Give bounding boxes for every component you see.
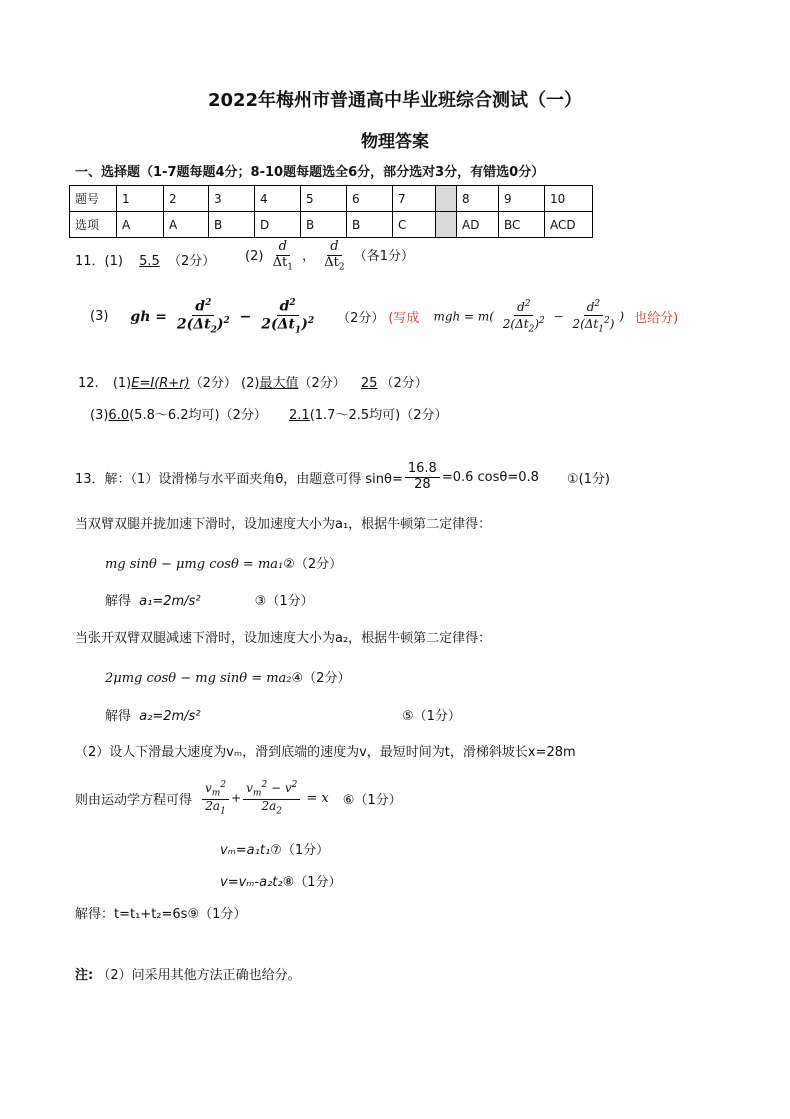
- q13-eq5-mark: ⑧（1分）: [282, 875, 342, 890]
- equation-alt: mgh = m( $\frac{d^2}{2(\Delta t_2)^2}$ − $\frac{d^2}{2(\Delta t_1^2)}$ ): [433, 299, 625, 335]
- q13-eq4-mark: ⑦（1分）: [270, 843, 330, 858]
- dt-sub: 2: [338, 262, 345, 273]
- table-cell: 5: [301, 186, 347, 212]
- q11-p3-note-a: (写成: [388, 311, 420, 327]
- q11-p2-label: (2): [245, 248, 264, 264]
- frac-den: 28: [414, 476, 431, 492]
- equation-kinematics: $\frac{v_m^2}{2a_1}$ + $\frac{v_m^2 - v^2}{2a_2}$: [200, 780, 302, 816]
- equation-1: mg sinθ − μmg cosθ = ma₁: [105, 557, 284, 572]
- table-cell: D: [255, 212, 301, 238]
- q11-p3-score: （2分）: [337, 311, 385, 327]
- equation-2: 2μmg cosθ − mg sinθ = ma₂: [105, 671, 292, 686]
- q12-p2-score: （2分）: [298, 376, 346, 391]
- table-header-cell: 题号: [70, 186, 117, 212]
- fraction-sin: [405, 462, 440, 493]
- table-cell: 6: [347, 186, 393, 212]
- q12-p1-answer: E=I(R+r): [131, 376, 190, 391]
- frac-den: [270, 256, 296, 273]
- note-text: （2）问采用其他方法正确也给分。: [97, 968, 301, 983]
- q13-line2: 当双臂双腿并拢加速下滑时，设加速度大小为a₁，根据牛顿第二定律得：: [75, 517, 492, 532]
- q13-final-mark: ⑨（1分）: [187, 907, 247, 922]
- q12-p2b-score: （2分）: [380, 376, 428, 391]
- q13-sol1-mark: ③（1分）: [254, 594, 314, 609]
- q11-p3-label: (3): [90, 309, 109, 325]
- solution-2: a₂=2m/s²: [139, 709, 201, 724]
- table-cell: A: [164, 212, 209, 238]
- q13-final-row: [75, 903, 246, 922]
- frac-den: [321, 256, 347, 273]
- table-cell: B: [209, 212, 255, 238]
- q11-p3-note-b: 也给分): [634, 311, 679, 327]
- q13-sol2-mark: ⑤（1分）: [402, 709, 461, 724]
- q11-part3: [90, 298, 678, 336]
- q12-label: 12.: [78, 376, 99, 391]
- table-cell: 8: [457, 186, 499, 212]
- table-cell: B: [301, 212, 347, 238]
- q12-p2-label: (2): [241, 376, 260, 391]
- frac-num: d: [276, 240, 290, 256]
- q12-p3b-range: (1.7～2.5均可)（2分）: [309, 408, 448, 423]
- q11-part1: [75, 250, 215, 269]
- table-cell: 1: [117, 186, 164, 212]
- sol-label: 解得: [105, 594, 132, 609]
- table-cell: BC: [499, 212, 545, 238]
- equation-4: vₘ=a₁t₁: [220, 843, 271, 858]
- q13-part2: （2）设人下滑最大速度为vₘ，滑到底端的速度为v，最短时间为t，滑梯斜坡长x=28m: [75, 745, 576, 760]
- q13-values: =0.6 cosθ=0.8: [441, 469, 539, 485]
- q13-line3: 当张开双臂双腿减速下滑时，设加速度大小为a₂，根据牛顿第二定律得：: [75, 631, 492, 646]
- answer-table: [69, 185, 593, 238]
- q13-kinematics-row: [75, 780, 402, 816]
- dt-symbol: Δt: [324, 254, 339, 270]
- dt-symbol: Δt: [272, 254, 288, 270]
- q11-part2: (2) $\frac{d}{\Delta t_1}$ ， $\frac{d}{\Delta t_2}$ （各1分）: [245, 239, 414, 273]
- q11-label: 11．(1): [75, 254, 123, 269]
- q13-eq1-mark: ②（2分）: [283, 557, 343, 572]
- table-cell: ACD: [545, 212, 593, 238]
- section1-heading: 一、选择题（1-7题每题4分；8-10题每题选全6分，部分选对3分，有错选0分）: [75, 165, 545, 180]
- equation-energy: gh = $\frac{d^2}{2(\Delta t_2)^2}$ − $\frac{d^2}{2(\Delta t_1)^2}$: [130, 298, 315, 336]
- q13-eq5-row: [220, 871, 342, 890]
- q13-intro: 13．解：（1）设滑梯与水平面夹角θ，由题意可得 sinθ=: [75, 471, 403, 487]
- page-subtitle: 物理答案: [361, 132, 429, 152]
- table-row: [70, 212, 593, 238]
- q11-score1-visible: （2分）: [167, 254, 216, 269]
- table-cell: AD: [457, 212, 499, 238]
- table-cell: C: [393, 212, 436, 238]
- q11-p2-score: （各1分）: [353, 248, 414, 264]
- q12-p3-answer: 6.0: [108, 408, 130, 423]
- q11-answer1: 5.5: [139, 254, 160, 269]
- table-cell: 7: [393, 186, 436, 212]
- q13-mark1: ①(1分): [566, 471, 610, 487]
- q13-line1: [75, 462, 610, 493]
- q12-line1: [78, 372, 428, 391]
- q13-eq2-mark: ④（2分）: [291, 671, 351, 686]
- table-cell: 2: [164, 186, 209, 212]
- q12-line2: [90, 404, 447, 423]
- solution-1: a₁=2m/s²: [139, 594, 201, 609]
- note-label: 注:: [75, 968, 94, 983]
- q12-p2-answer: 最大值: [259, 376, 299, 391]
- table-header-cell: 选项: [70, 212, 117, 238]
- dt-sub: 1: [287, 262, 293, 273]
- table-divider-cell: [436, 212, 457, 238]
- table-cell: 3: [209, 186, 255, 212]
- fraction-d-dt1: [270, 240, 296, 273]
- table-cell: A: [117, 212, 164, 238]
- note-row: [75, 964, 301, 983]
- q13-eq2-row: [105, 667, 350, 686]
- q12-p1-label: (1): [112, 376, 132, 391]
- kin-label: 则由运动学方程可得: [75, 792, 193, 808]
- fraction-d-dt2: [321, 240, 347, 273]
- q12-p3b-answer: 2.1: [289, 408, 310, 423]
- q13-sol2-label-row: [105, 705, 201, 724]
- equation-5: v=vₘ-a₂t₂: [220, 875, 283, 890]
- table-cell: B: [347, 212, 393, 238]
- table-divider-cell: [436, 186, 457, 212]
- frac-num: d: [327, 240, 341, 256]
- q12-p2b-answer: 25: [360, 376, 378, 391]
- table-cell: 4: [255, 186, 301, 212]
- page-title: 2022年梅州市普通高中毕业班综合测试（一）: [207, 90, 583, 111]
- q12-p1-score: （2分）: [189, 376, 237, 391]
- frac-num: 16.8: [405, 462, 440, 478]
- q13-eq1-row: [105, 553, 342, 572]
- table-row: [70, 186, 593, 212]
- q13-eq4-row: [220, 839, 329, 858]
- q12-p3-label: (3): [90, 408, 109, 423]
- q13-kin-mark: ⑥（1分）: [342, 792, 402, 808]
- table-cell: 9: [499, 186, 545, 212]
- sol-label: 解得: [105, 709, 132, 724]
- q12-p3-range: (5.8～6.2均可)（2分）: [129, 408, 267, 423]
- kin-eq-end: = x: [306, 790, 329, 806]
- final-answer: 解得：t=t₁+t₂=6s: [75, 907, 188, 922]
- table-cell: 10: [545, 186, 593, 212]
- q13-sol1-row: [105, 590, 314, 609]
